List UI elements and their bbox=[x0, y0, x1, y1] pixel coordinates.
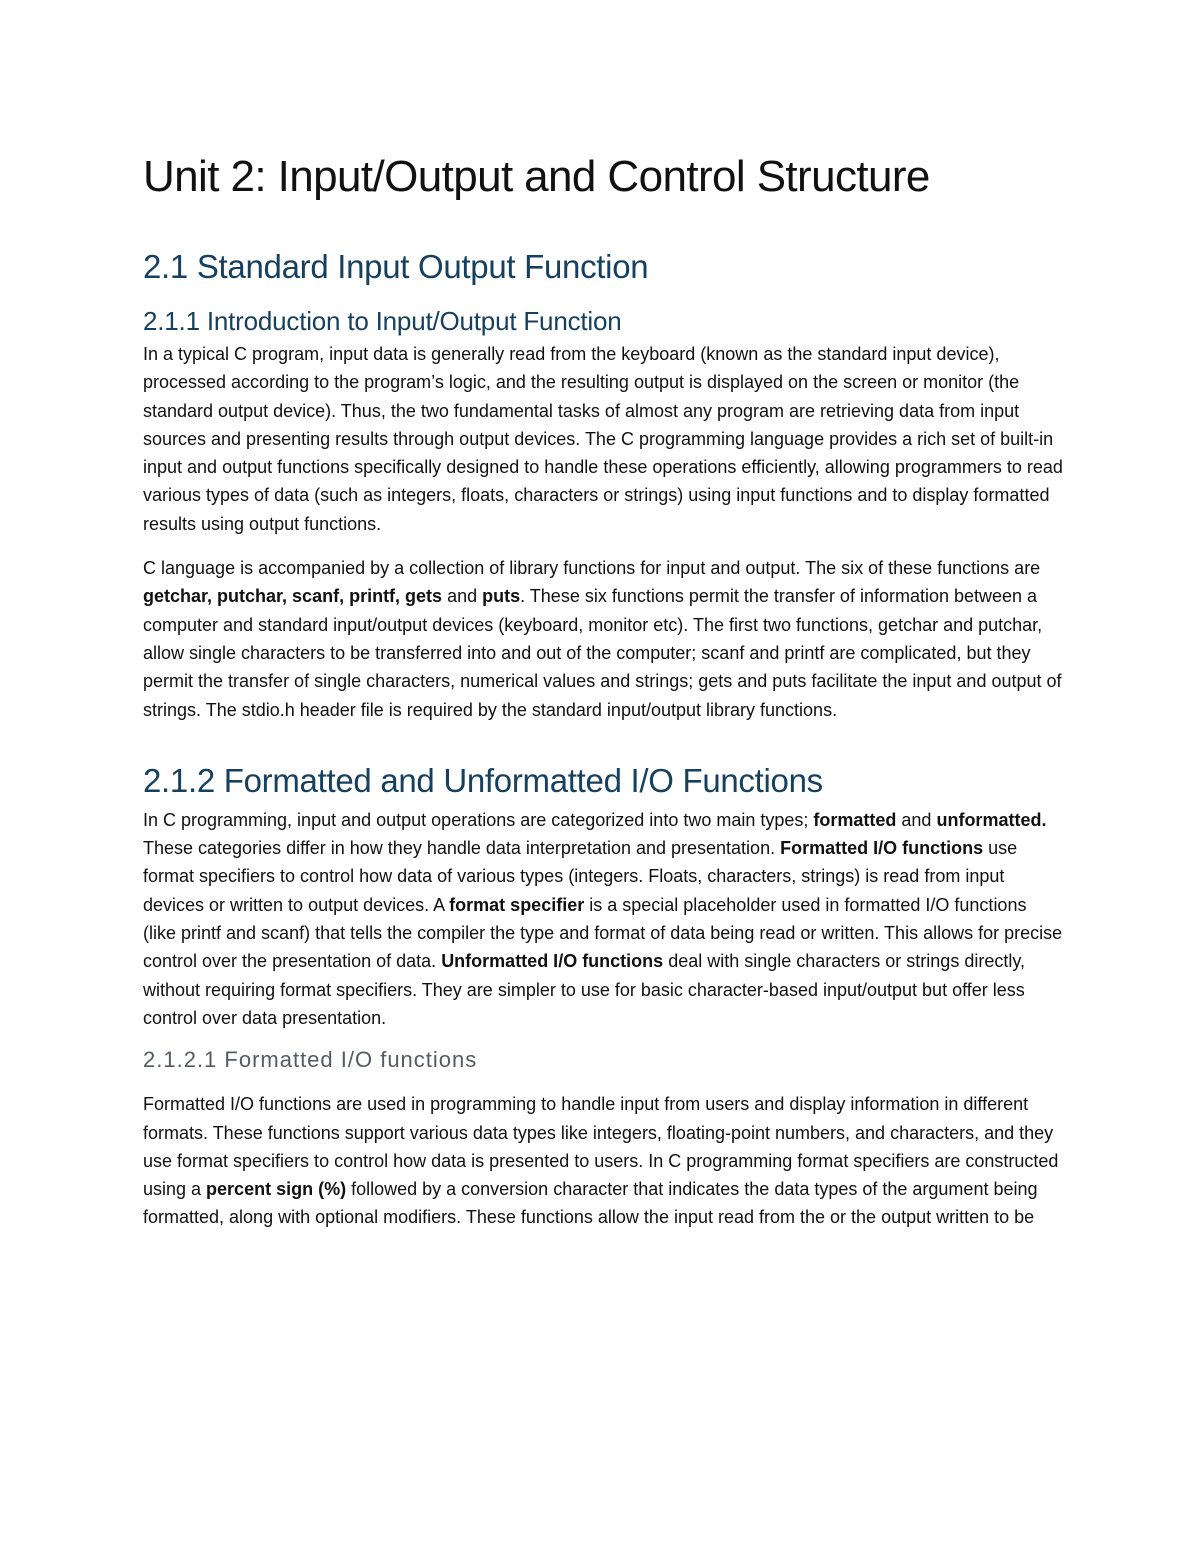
unformatted-io-bold: Unformatted I/O functions bbox=[441, 951, 664, 972]
document-title: Unit 2: Input/Output and Control Structure bbox=[143, 152, 930, 201]
section-2-1-2-1-paragraph: Formatted I/O functions are used in programming to handle input from users and display information in different formats. These functions support various data types like integers, floating-point numbers, and characters, and they use format specifiers to control how data is presented to users. In C programming format specifiers are constructed using a percent sign (%) followed by a conversion character that indicates the data types of the argument being formatted, along with optional modifiers. These functions allow the input read from the or the output written to be bbox=[143, 1094, 1059, 1228]
formatted-bold: formatted bbox=[813, 809, 897, 830]
section-2-1-1-paragraph-1: In a typical C program, input data is generally read from the keyboard (known as the standard input device), processed according to the program’s logic, and the resulting output is displayed on the screen or monitor (the standard output device). Thus, the two fundamental tasks of almost any program are retrieving data from input sources and presenting results through output devices. The C programming language provides a rich set of built-in input and output functions specifically designed to handle these operations efficiently, allowing programmers to read various types of data (such as integers, floats, characters or strings) using input functions and to display formatted results using output functions. bbox=[143, 344, 1063, 534]
function-list-bold: getchar, putchar, scanf, printf, gets bbox=[143, 586, 443, 607]
format-specifier-bold: format specifier bbox=[449, 894, 585, 915]
formatted-io-bold: Formatted I/O functions bbox=[780, 838, 984, 859]
section-2-1-2-1-heading: 2.1.2.1 Formatted I/O functions bbox=[143, 1047, 478, 1073]
percent-sign-bold: percent sign (%) bbox=[206, 1179, 347, 1200]
section-2-1-2-paragraph: In C programming, input and output operations are categorized into two main types; formatted and unformatted. These categories differ in how they handle data interpretation and presentation. Formatted I/O functions use format specifiers to control how data of various types (integers. Floats, characters, strings) is read from input devices or written to output devices. A format specifier is a special placeholder used in formatted I/O functions (like printf and scanf) that tells the compiler the type and format of data being read or written. This allows for precise control over the presentation of data. Unformatted I/O functions deal with single characters or strings directly, without requiring format specifiers. They are simpler to use for basic character-based input/output but offer less control over data presentation. bbox=[143, 809, 1063, 1028]
section-2-1-1-paragraph-2: C language is accompanied by a collection of library functions for input and output. The six of these functions are getchar, putchar, scanf, printf, gets and puts. These six functions permit the transfer of information between a computer and standard input/output devices (keyboard, monitor etc). The first two functions, getchar and putchar, allow single characters to be transferred into and out of the computer; scanf and printf are complicated, but they permit the transfer of single characters, numerical values and strings; gets and puts facilitate the input and output of strings. The stdio.h header file is required by the standard input/output library functions. bbox=[143, 558, 1062, 720]
section-2-1-heading: 2.1 Standard Input Output Function bbox=[143, 248, 649, 285]
unformatted-bold: unformatted. bbox=[936, 809, 1047, 830]
document-page bbox=[143, 148, 1063, 1232]
section-2-1-2-heading: 2.1.2 Formatted and Unformatted I/O Functions bbox=[143, 761, 823, 799]
puts-bold: puts bbox=[482, 586, 521, 607]
section-2-1-1-heading: 2.1.1 Introduction to Input/Output Function bbox=[143, 306, 622, 336]
